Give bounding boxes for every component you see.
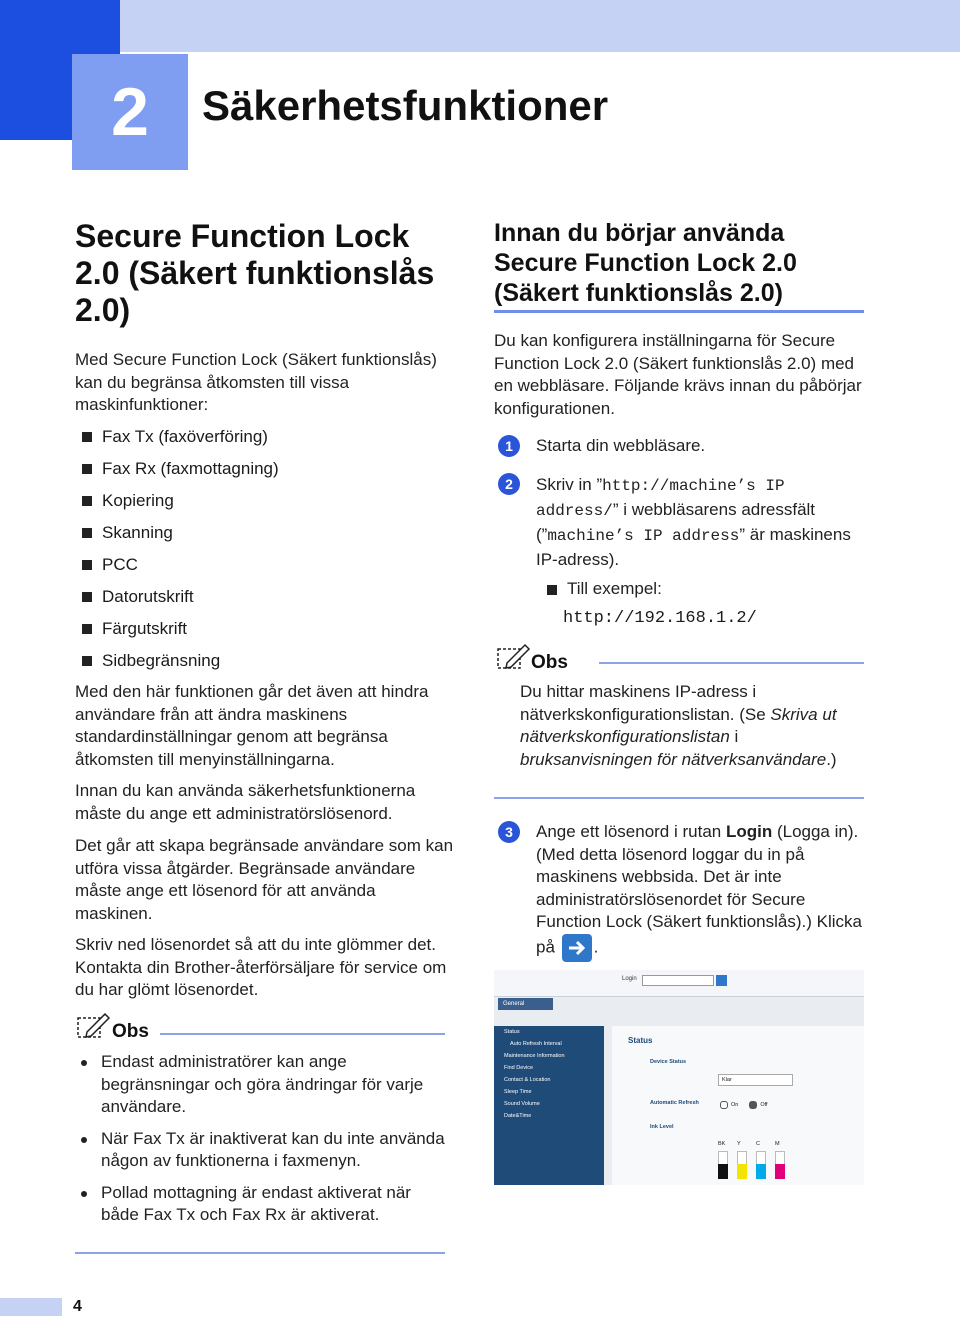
list-item: Skanning [80,521,279,553]
paragraph-admin-password: Innan du kan använda säkerhetsfunktionerna måste du ange ett administratörslösenord. [75,781,416,823]
list-item: Endast administratörer kan ange begränsningar och göra ändringar för varje användare. [75,1051,445,1119]
step-3-icon: 3 [498,821,520,843]
note-label: Obs [531,652,568,673]
go-arrow-icon [562,934,592,962]
ink-level-bars [718,1151,808,1179]
example-item: Till exempel: [545,578,662,601]
screenshot-sidebar [494,1026,604,1185]
chapter-title: Säkerhetsfunktioner [202,82,609,129]
sidebar-item-find-device[interactable]: Find Device [504,1065,534,1071]
square-bullet-icon [82,528,92,538]
example-url: http://192.168.1.2/ [563,609,757,628]
login-go-button[interactable] [716,975,727,986]
note-label: Obs [112,1021,149,1042]
square-bullet-icon [82,592,92,602]
status-title: Status [628,1036,653,1045]
step-2-text: Skriv in ”http://machine’s IP address/” i webbläsarens adressfält (”machine’s IP address” är maskinens IP-adress). [536,475,851,569]
ink-name: M [775,1141,780,1147]
radio-on[interactable] [720,1101,728,1109]
paragraph-restrict: Med den här funktionen går det även att hindra användare från att ändra maskinens standardinställningar genom att begränsa åtkomsten till menyinställningarna. [75,682,429,769]
list-item: Färgutskrift [80,617,279,649]
login-input[interactable] [642,975,714,986]
note-rule [160,1033,445,1035]
list-item: Kopiering [80,489,279,521]
square-bullet-icon [82,560,92,570]
heading-rule [494,310,864,313]
feature-list [80,425,279,681]
step-1-text: Starta din webbläsare. [536,436,706,455]
sidebar-item-datetime[interactable]: Date&Time [504,1113,532,1119]
page-number: 4 [73,1298,82,1315]
note-pencil-icon [75,1010,111,1040]
list-item: Fax Rx (faxmottagning) [80,457,279,489]
footer-band [0,1298,62,1316]
header-band [120,0,960,52]
login-label: Login [622,976,637,982]
list-item: PCC [80,553,279,585]
sidebar-item-sleep[interactable]: Sleep Time [504,1089,532,1095]
chapter-number: 2 [72,54,188,170]
sidebar-item-auto-refresh[interactable]: Auto Refresh Interval [510,1041,562,1047]
square-bullet-icon [547,585,557,595]
step-2-icon: 2 [498,473,520,495]
square-bullet-icon [82,496,92,506]
note-bottom-rule [75,1252,445,1254]
list-item: Pollad mottagning är endast aktiverat när både Fax Tx och Fax Rx är aktiverat. [75,1182,445,1227]
ink-bar-fill [737,1164,747,1179]
step-3-text: Ange ett lösenord i rutan Login (Logga in). (Med detta lösenord loggar du in på maskinens webbsida. Det är inte administratörslösenordet för Secure Function Lock (Säkert funktionslås).) Klicka på . [536,821,866,962]
ink-name: BK [718,1141,726,1147]
sidebar-item-sound[interactable]: Sound Volume [504,1101,540,1107]
auto-refresh-label: Automatic Refresh [650,1100,699,1106]
square-bullet-icon [82,464,92,474]
note-pencil-icon [495,641,531,671]
list-item: Sidbegränsning [80,649,279,681]
square-bullet-icon [82,656,92,666]
intro-paragraph: Med Secure Function Lock (Säkert funktionslås) kan du begränsa åtkomsten till vissa maskinfunktioner: [75,350,437,414]
sidebar-item-status[interactable]: Status [504,1029,520,1035]
note-bottom-rule [494,797,864,799]
web-interface-screenshot [494,970,864,1185]
right-intro-paragraph: Du kan konfigurera inställningarna för Secure Function Lock 2.0 (Säkert funktionslås 2.0) med en webbläsare. Följande krävs innan du påbörjar konfigurationen. [494,331,862,418]
device-status-value: Klar [718,1074,793,1086]
list-item: Datorutskrift [80,585,279,617]
section-heading: Secure Function Lock 2.0 (Säkert funktionslås 2.0) [75,218,435,328]
note-rule [599,662,864,664]
ink-name: Y [737,1141,741,1147]
tab-general[interactable]: General [498,998,553,1010]
device-status-label: Device Status [650,1059,687,1065]
auto-refresh-options: On Off [720,1101,768,1109]
ink-bar-fill [775,1164,785,1179]
paragraph-remember-password: Skriv ned lösenordet så att du inte glömmer det. Kontakta din Brother-återförsäljare för service om du har glömt lösenordet. [75,935,447,999]
list-item: Fax Tx (faxöverföring) [80,425,279,457]
list-item: När Fax Tx är inaktiverat kan du inte använda någon av funktionerna i faxmenyn. [75,1128,445,1173]
sidebar-item-contact[interactable]: Contact & Location [504,1077,551,1083]
square-bullet-icon [82,624,92,634]
radio-off[interactable] [749,1101,757,1109]
ink-bar-fill [718,1164,728,1179]
subsection-heading: Innan du börjar använda Secure Function Lock 2.0 (Säkert funktionslås 2.0) [494,219,797,307]
ink-level-label: Ink Level [650,1124,674,1130]
ip-address-code: machine’s IP address [547,527,740,545]
paragraph-restricted-users: Det går att skapa begränsade användare som kan utföra vissa åtgärder. Begränsade användare måste ange ett lösenord för att använda maskinen. [75,836,454,923]
step-1-icon: 1 [498,435,520,457]
address-template-code: http://machine’s IP address/ [536,477,785,520]
note-list [75,1051,445,1236]
square-bullet-icon [82,432,92,442]
ink-bar-fill [756,1164,766,1179]
ink-name: C [756,1141,760,1147]
sidebar-item-maintenance[interactable]: Maintenance Information [504,1053,565,1059]
right-note-text: Du hittar maskinens IP-adress i nätverkskonfigurationslistan. (Se Skriva ut nätverkskonfigurationslistan i bruksanvisningen för nätverksanvändare.) [520,682,837,769]
